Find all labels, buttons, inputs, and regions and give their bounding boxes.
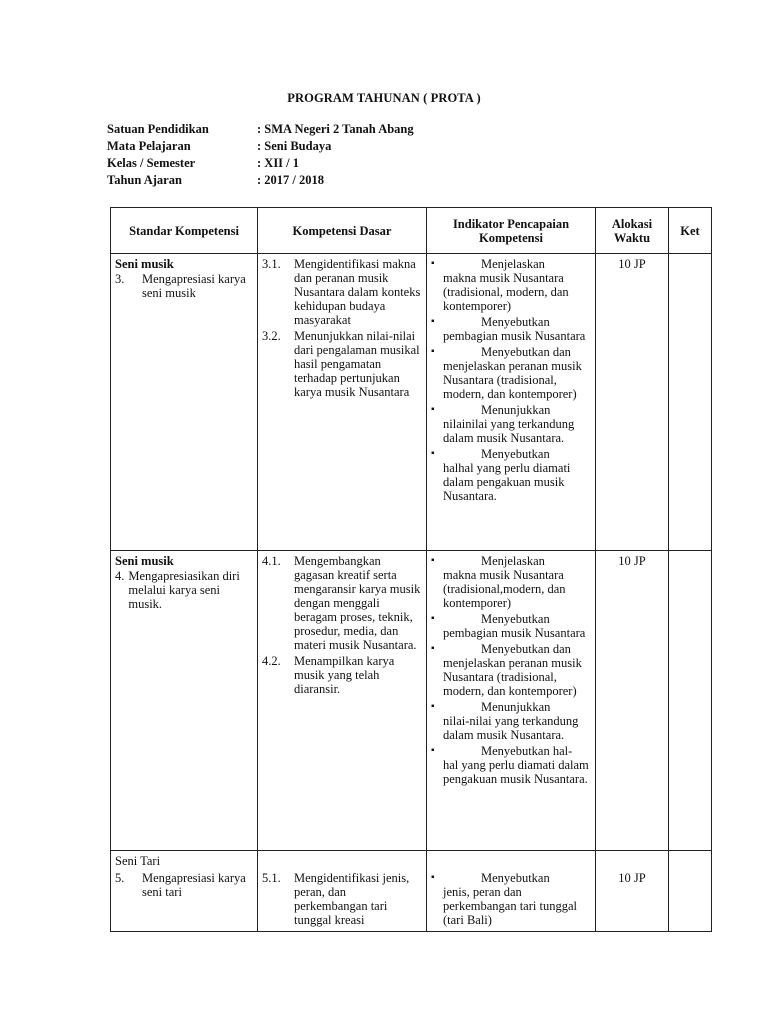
indikator-lead: Menunjukkan bbox=[481, 403, 551, 417]
bullet-icon: ▪ bbox=[431, 872, 435, 883]
sk-title: Seni Tari bbox=[115, 854, 161, 868]
indikator-list bbox=[431, 554, 591, 786]
header-ket: Ket bbox=[669, 208, 712, 254]
header-indikator: Indikator Pencapaian Kompetensi bbox=[427, 208, 596, 254]
kd-number: 5.1. bbox=[262, 871, 281, 885]
kd-item bbox=[262, 329, 422, 399]
sk-text: Mengapresiasikan diri melalui karya seni musik. bbox=[128, 569, 240, 611]
kd-item bbox=[262, 554, 422, 652]
indikator-list bbox=[431, 257, 591, 503]
indikator-lead: Menyebutkan hal- bbox=[481, 744, 573, 758]
table-row bbox=[111, 551, 712, 851]
sk-number: 4. bbox=[115, 569, 125, 583]
list-item bbox=[431, 345, 591, 401]
indikator-cell bbox=[427, 851, 596, 932]
indikator-text: halhal yang perlu diamati dalam pengakuan musik Nusantara. bbox=[443, 461, 571, 503]
list-item bbox=[431, 642, 591, 698]
indikator-text: nilai-nilai yang terkandung dalam musik Nusantara. bbox=[443, 714, 579, 742]
list-item bbox=[431, 744, 591, 786]
sk-cell bbox=[111, 254, 258, 551]
indikator-text: hal yang perlu diamati dalam pengakuan musik Nusantara. bbox=[443, 758, 589, 786]
indikator-text: jenis, peran dan perkembangan tari tunggal (tari Bali) bbox=[443, 885, 577, 927]
indikator-text: menjelaskan peranan musik Nusantara (tradisional, modern, dan kontemporer) bbox=[443, 359, 582, 401]
kd-item bbox=[262, 654, 422, 696]
header-alokasi-waktu: Alokasi Waktu bbox=[596, 208, 669, 254]
ket-cell bbox=[669, 851, 712, 932]
indikator-cell bbox=[427, 551, 596, 851]
indikator-lead: Menyebutkan bbox=[481, 447, 550, 461]
sk-text: Mengapresiasi karya seni tari bbox=[142, 871, 246, 899]
alokasi-cell: 10 JP bbox=[596, 551, 669, 851]
list-item bbox=[431, 700, 591, 742]
table-header-row bbox=[111, 208, 712, 254]
bullet-icon: ▪ bbox=[431, 613, 435, 624]
kd-number: 4.1. bbox=[262, 554, 281, 568]
list-item bbox=[431, 315, 591, 343]
info-value: : SMA Negeri 2 Tanah Abang bbox=[257, 122, 414, 136]
indikator-text: makna musik Nusantara (tradisional,modern, dan kontemporer) bbox=[443, 568, 566, 610]
indikator-text: makna musik Nusantara (tradisional, modern, dan kontemporer) bbox=[443, 271, 569, 313]
indikator-lead: Menyebutkan dan bbox=[481, 642, 571, 656]
kd-cell bbox=[258, 254, 427, 551]
list-item bbox=[431, 554, 591, 610]
kd-text: Mengidentifikasi makna dan peranan musik Nusantara dalam konteks kehidupan budaya masyarakat bbox=[294, 257, 421, 327]
alokasi-cell: 10 JP bbox=[596, 851, 669, 932]
kd-cell bbox=[258, 551, 427, 851]
document-title: PROGRAM TAHUNAN ( PROTA ) bbox=[287, 91, 481, 105]
table-row bbox=[111, 851, 712, 932]
sk-item bbox=[115, 272, 253, 300]
sk-title: Seni musik bbox=[115, 257, 174, 271]
sk-title: Seni musik bbox=[115, 554, 174, 568]
table-row bbox=[111, 254, 712, 551]
bullet-icon: ▪ bbox=[431, 701, 435, 712]
list-item bbox=[431, 447, 591, 503]
indikator-text: pembagian musik Nusantara bbox=[443, 329, 586, 343]
indikator-text: menjelaskan peranan musik Nusantara (tradisional, modern, dan kontemporer) bbox=[443, 656, 582, 698]
info-value: : Seni Budaya bbox=[257, 139, 332, 153]
info-value: : 2017 / 2018 bbox=[257, 173, 325, 187]
info-value: : XII / 1 bbox=[257, 156, 300, 170]
info-label: Tahun Ajaran bbox=[107, 173, 182, 187]
indikator-text: nilainilai yang terkandung dalam musik Nusantara. bbox=[443, 417, 575, 445]
indikator-lead: Menyebutkan dan bbox=[481, 345, 571, 359]
list-item bbox=[431, 871, 591, 927]
info-row-school bbox=[107, 122, 414, 139]
info-row-subject bbox=[107, 139, 414, 156]
bullet-icon: ▪ bbox=[431, 404, 435, 415]
list-item bbox=[431, 612, 591, 640]
indikator-list bbox=[431, 871, 591, 927]
bullet-icon: ▪ bbox=[431, 316, 435, 327]
sk-item bbox=[115, 871, 253, 899]
indikator-lead: Menyebutkan bbox=[481, 871, 550, 885]
sk-number: 3. bbox=[115, 272, 125, 286]
sk-cell bbox=[111, 551, 258, 851]
indikator-lead: Menjelaskan bbox=[481, 257, 545, 271]
sk-item bbox=[115, 569, 253, 611]
kd-text: Mengidentifikasi jenis, peran, dan perkembangan tari tunggal kreasi bbox=[294, 871, 410, 927]
alokasi-cell: 10 JP bbox=[596, 254, 669, 551]
info-label: Satuan Pendidikan bbox=[107, 122, 209, 136]
indikator-text: pembagian musik Nusantara bbox=[443, 626, 586, 640]
info-label: Kelas / Semester bbox=[107, 156, 196, 170]
sk-cell bbox=[111, 851, 258, 932]
kd-text: Menampilkan karya musik yang telah diaransir. bbox=[294, 654, 395, 696]
prota-table bbox=[110, 207, 712, 932]
bullet-icon: ▪ bbox=[431, 745, 435, 756]
ket-cell bbox=[669, 254, 712, 551]
bullet-icon: ▪ bbox=[431, 555, 435, 566]
kd-item bbox=[262, 257, 422, 327]
indikator-lead: Menunjukkan bbox=[481, 700, 551, 714]
ket-cell bbox=[669, 551, 712, 851]
header-kompetensi-dasar: Kompetensi Dasar bbox=[258, 208, 427, 254]
info-row-class bbox=[107, 156, 414, 173]
identity-block bbox=[107, 122, 414, 190]
sk-text: Mengapresiasi karya seni musik bbox=[142, 272, 246, 300]
indikator-lead: Menjelaskan bbox=[481, 554, 545, 568]
bullet-icon: ▪ bbox=[431, 258, 435, 269]
indikator-cell bbox=[427, 254, 596, 551]
indikator-lead: Menyebutkan bbox=[481, 612, 550, 626]
kd-text: Menunjukkan nilai-nilai dari pengalaman musikal hasil pengamatan terhadap pertunjukan karya musik Nusantara bbox=[294, 329, 420, 399]
kd-number: 3.2. bbox=[262, 329, 281, 343]
kd-number: 3.1. bbox=[262, 257, 281, 271]
info-label: Mata Pelajaran bbox=[107, 139, 191, 153]
header-standar-kompetensi: Standar Kompetensi bbox=[111, 208, 258, 254]
list-item bbox=[431, 403, 591, 445]
bullet-icon: ▪ bbox=[431, 448, 435, 459]
sk-number: 5. bbox=[115, 871, 125, 885]
info-row-year bbox=[107, 173, 414, 190]
kd-cell bbox=[258, 851, 427, 932]
bullet-icon: ▪ bbox=[431, 346, 435, 357]
indikator-lead: Menyebutkan bbox=[481, 315, 550, 329]
bullet-icon: ▪ bbox=[431, 643, 435, 654]
list-item bbox=[431, 257, 591, 313]
kd-number: 4.2. bbox=[262, 654, 281, 668]
kd-item bbox=[262, 871, 422, 927]
kd-text: Mengembangkan gagasan kreatif serta mengaransir karya musik dengan menggali beragam proses, teknik, prosedur, media, dan materi musik Nusantara. bbox=[294, 554, 421, 652]
